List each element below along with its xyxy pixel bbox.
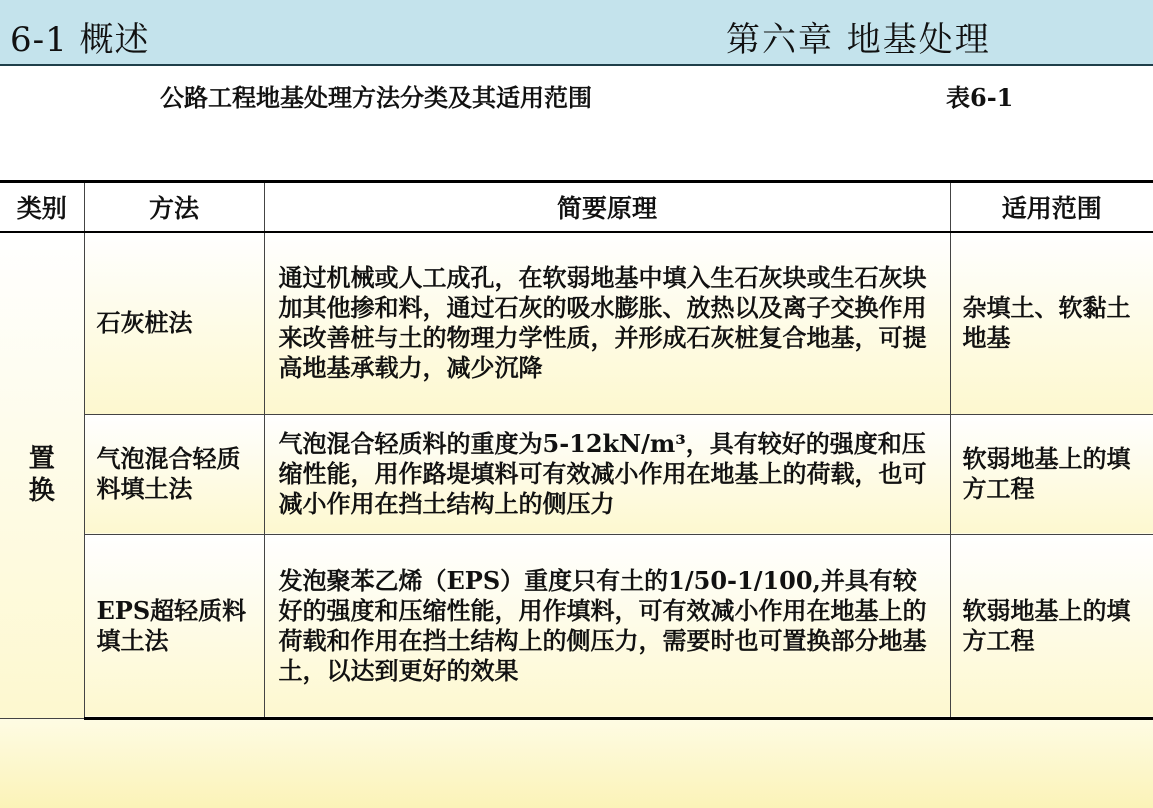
principle-cell: 气泡混合轻质料的重度为5-12kN/m³，具有较好的强度和压缩性能，用作路堤填料可有效减小作用在地基上的荷载，也可减小作用在挡土结构上的侧压力 xyxy=(264,414,950,534)
column-header-category: 类别 xyxy=(0,182,84,233)
scope-cell: 软弱地基上的填方工程 xyxy=(950,414,1153,534)
slide-header xyxy=(0,0,1153,66)
principle-cell: 通过机械或人工成孔，在软弱地基中填入生石灰块或生石灰块加其他掺和料，通过石灰的吸水膨胀、放热以及离子交换作用来改善桩与土的物理力学性质，并形成石灰桩复合地基，可提高地基承载力，减少沉降 xyxy=(264,232,950,414)
methods-table xyxy=(0,180,1153,720)
section-title: 6-1 概述 xyxy=(10,20,150,60)
method-cell: 石灰桩法 xyxy=(84,232,264,414)
category-cell xyxy=(0,232,84,718)
table-header-row xyxy=(0,182,1153,233)
chapter-title: 第六章 地基处理 xyxy=(726,20,991,60)
column-header-principle: 简要原理 xyxy=(264,182,950,233)
table-number: 表6-1 xyxy=(946,83,1014,112)
table-row xyxy=(0,534,1153,718)
column-header-scope: 适用范围 xyxy=(950,182,1153,233)
bottom-band xyxy=(0,714,1153,808)
column-header-method: 方法 xyxy=(84,182,264,233)
table-caption: 公路工程地基处理方法分类及其适用范围 xyxy=(160,83,592,112)
method-cell: 气泡混合轻质料填土法 xyxy=(84,414,264,534)
principle-cell: 发泡聚苯乙烯（EPS）重度只有土的1/50-1/100,并具有较好的强度和压缩性能，用作填料，可有效减小作用在地基上的荷载和作用在挡土结构上的侧压力，需要时也可置换部分地基土，以达到更好的效果 xyxy=(264,534,950,718)
method-cell: EPS超轻质料填土法 xyxy=(84,534,264,718)
scope-cell: 软弱地基上的填方工程 xyxy=(950,534,1153,718)
scope-cell: 杂填土、软黏土地基 xyxy=(950,232,1153,414)
category-label: 置换 xyxy=(28,444,55,507)
table-row xyxy=(0,414,1153,534)
table-row xyxy=(0,232,1153,414)
